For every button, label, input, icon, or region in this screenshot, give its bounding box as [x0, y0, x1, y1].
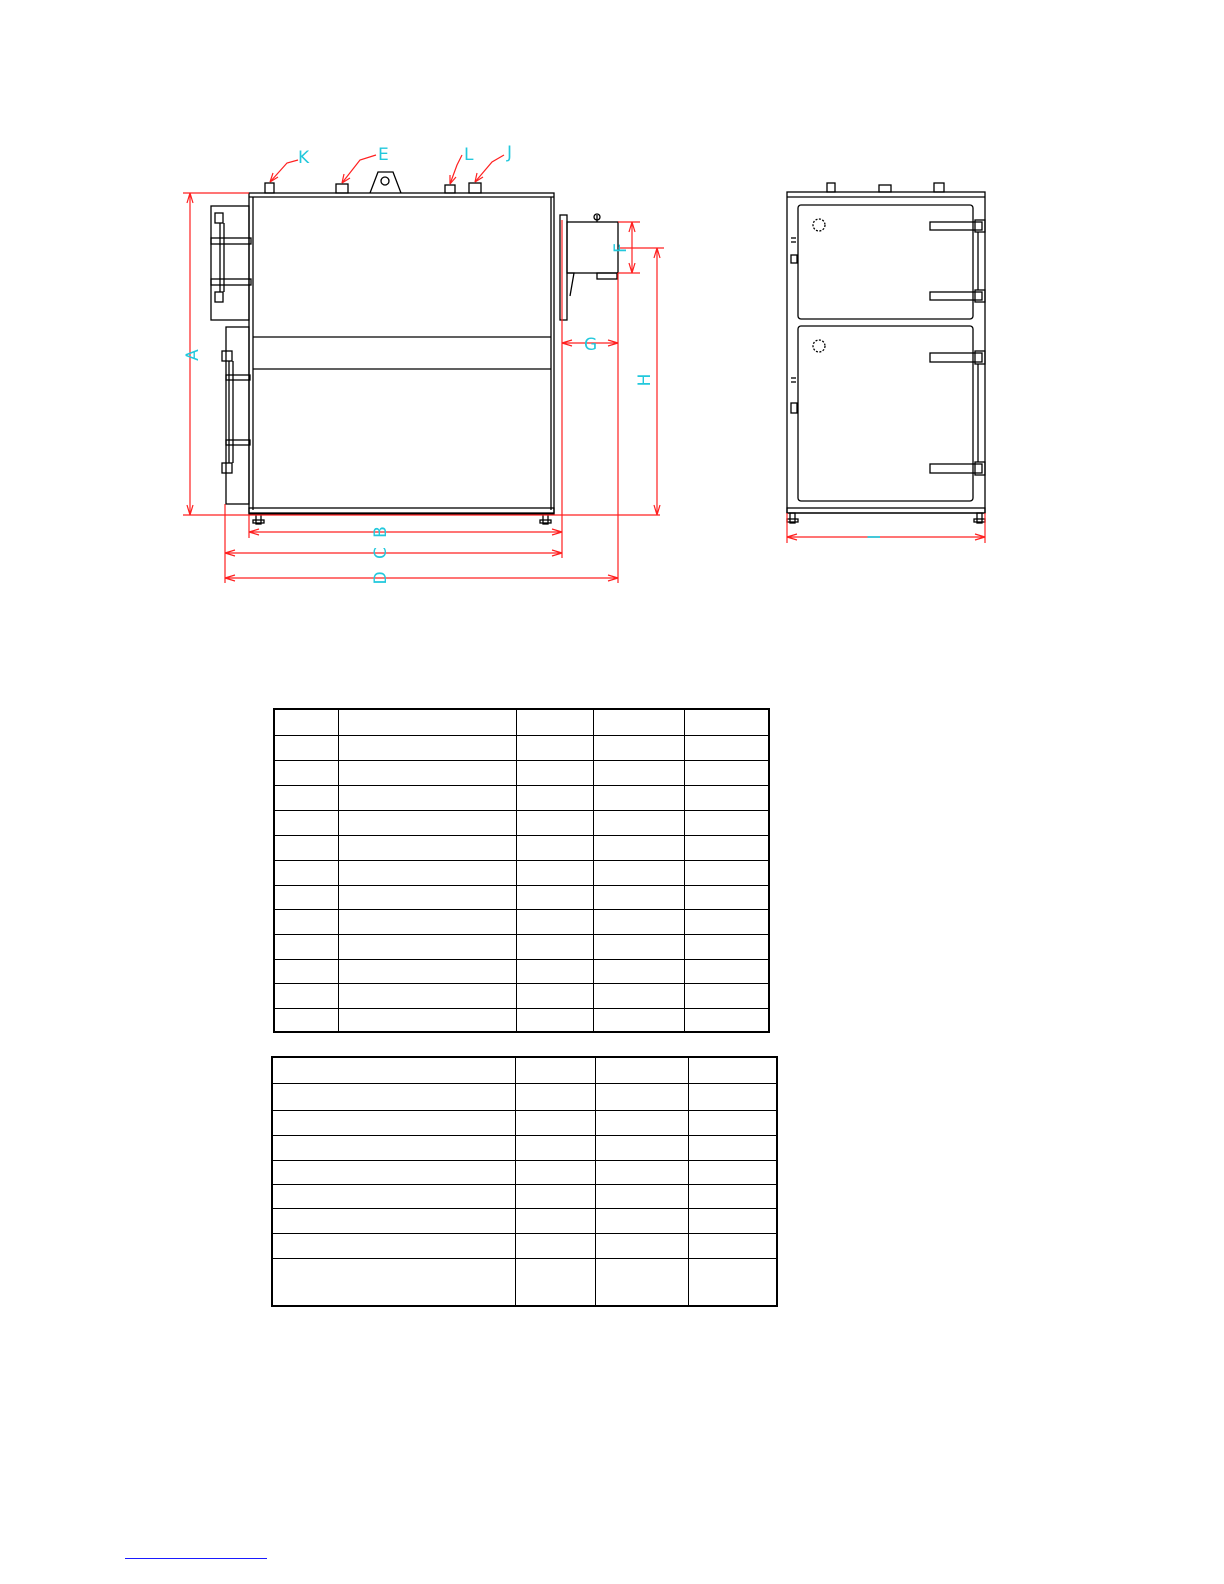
table-cell — [685, 934, 770, 959]
table-row — [274, 785, 769, 810]
side-view — [211, 172, 618, 524]
table-cell — [594, 1008, 685, 1032]
end-view-dimensions — [787, 513, 985, 543]
spec-table-1 — [273, 708, 770, 1033]
label-d: D — [371, 571, 391, 585]
table-cell — [339, 1008, 517, 1032]
table-cell — [272, 1208, 516, 1233]
table-cell — [272, 1110, 516, 1135]
lifting-lug — [370, 172, 401, 193]
table-cell — [517, 909, 594, 934]
table-cell — [685, 1008, 770, 1032]
table-row — [274, 909, 769, 934]
table-cell — [339, 983, 517, 1008]
table-cell — [594, 835, 685, 860]
table-row — [272, 1160, 777, 1184]
table-row — [274, 1008, 769, 1032]
table-cell — [272, 1160, 516, 1184]
nozzle-l — [445, 185, 455, 193]
table-cell — [274, 909, 339, 934]
label-b: B — [371, 526, 391, 538]
table-cell — [516, 1233, 596, 1258]
table-cell — [685, 810, 770, 835]
boiler-technical-drawing — [0, 0, 1224, 640]
table-cell — [685, 909, 770, 934]
table-cell — [272, 1233, 516, 1258]
table-cell — [596, 1057, 689, 1083]
table-cell — [517, 1008, 594, 1032]
table-cell — [274, 983, 339, 1008]
table-cell — [339, 760, 517, 785]
table-cell — [339, 934, 517, 959]
table-cell — [689, 1083, 778, 1110]
end-lower-panel — [798, 326, 973, 501]
table-cell — [517, 810, 594, 835]
table-cell — [517, 760, 594, 785]
table-cell — [596, 1208, 689, 1233]
table-cell — [339, 735, 517, 760]
table-cell — [516, 1208, 596, 1233]
table-cell — [685, 860, 770, 885]
table-row — [274, 934, 769, 959]
table-cell — [274, 810, 339, 835]
table-cell — [594, 885, 685, 909]
table-cell — [596, 1233, 689, 1258]
table-cell — [596, 1184, 689, 1208]
table-row — [274, 959, 769, 983]
table-cell — [594, 735, 685, 760]
table-row — [272, 1258, 777, 1306]
table-cell — [596, 1258, 689, 1306]
table-cell — [517, 785, 594, 810]
label-g: G — [584, 335, 598, 355]
table-cell — [272, 1083, 516, 1110]
table-row — [274, 760, 769, 785]
table-row — [272, 1184, 777, 1208]
table-cell — [594, 810, 685, 835]
table-cell — [516, 1083, 596, 1110]
table-row — [274, 983, 769, 1008]
table-row — [274, 735, 769, 760]
end-base — [787, 508, 985, 513]
table-cell — [274, 860, 339, 885]
table-cell — [689, 1184, 778, 1208]
boiler-body — [249, 193, 554, 513]
table-cell — [274, 885, 339, 909]
table-cell — [685, 835, 770, 860]
table-cell — [594, 983, 685, 1008]
table-cell — [689, 1110, 778, 1135]
table-cell — [594, 709, 685, 735]
table-cell — [685, 735, 770, 760]
table-cell — [274, 1008, 339, 1032]
table-cell — [594, 860, 685, 885]
side-view-labels — [183, 143, 655, 585]
table-cell — [685, 885, 770, 909]
table-row — [272, 1135, 777, 1160]
table-row — [274, 835, 769, 860]
table-cell — [274, 785, 339, 810]
table-cell — [339, 909, 517, 934]
table-cell — [517, 959, 594, 983]
table-cell — [272, 1258, 516, 1306]
table-cell — [594, 785, 685, 810]
table-cell — [517, 835, 594, 860]
table-cell — [596, 1083, 689, 1110]
table-cell — [274, 709, 339, 735]
table-cell — [274, 934, 339, 959]
label-a: A — [183, 349, 203, 361]
table-cell — [517, 934, 594, 959]
spec-table-2 — [271, 1056, 778, 1307]
end-view — [787, 183, 985, 523]
table-row — [274, 885, 769, 909]
nozzle-j — [469, 183, 481, 193]
table-cell — [516, 1110, 596, 1135]
label-h: H — [635, 373, 655, 387]
table-cell — [685, 760, 770, 785]
label-e: E — [378, 145, 389, 165]
table-cell — [339, 885, 517, 909]
table-cell — [685, 709, 770, 735]
table-cell — [516, 1160, 596, 1184]
label-j: J — [507, 143, 513, 163]
table-cell — [274, 959, 339, 983]
table-cell — [689, 1258, 778, 1306]
label-l: L — [464, 145, 474, 165]
table-cell — [272, 1184, 516, 1208]
table-cell — [339, 785, 517, 810]
table-cell — [274, 760, 339, 785]
table-cell — [517, 709, 594, 735]
table-cell — [516, 1135, 596, 1160]
nozzle-e — [336, 184, 348, 193]
label-f: F — [611, 243, 631, 253]
table-cell — [516, 1258, 596, 1306]
table-cell — [689, 1208, 778, 1233]
table-cell — [339, 835, 517, 860]
table-cell — [689, 1057, 778, 1083]
table-cell — [516, 1057, 596, 1083]
table-cell — [517, 735, 594, 760]
table-cell — [517, 860, 594, 885]
table-cell — [596, 1160, 689, 1184]
table-row — [272, 1057, 777, 1083]
table-cell — [594, 934, 685, 959]
table-row — [274, 860, 769, 885]
table-cell — [594, 909, 685, 934]
table-row — [272, 1208, 777, 1233]
label-i: I — [865, 534, 885, 540]
table-row — [272, 1083, 777, 1110]
table-cell — [339, 860, 517, 885]
nozzle-k — [265, 183, 274, 193]
table-cell — [596, 1135, 689, 1160]
table-cell — [272, 1135, 516, 1160]
table-cell — [272, 1057, 516, 1083]
table-cell — [516, 1184, 596, 1208]
table-row — [272, 1110, 777, 1135]
table-cell — [689, 1160, 778, 1184]
label-c: C — [371, 547, 391, 559]
label-k: K — [298, 148, 310, 168]
table-cell — [594, 959, 685, 983]
table-row — [274, 810, 769, 835]
table-row — [274, 709, 769, 735]
table-cell — [685, 785, 770, 810]
table-cell — [274, 835, 339, 860]
footer-link-underline — [125, 1558, 267, 1559]
table-cell — [689, 1233, 778, 1258]
table-cell — [685, 959, 770, 983]
table-cell — [274, 735, 339, 760]
table-row — [272, 1233, 777, 1258]
table-cell — [517, 885, 594, 909]
table-cell — [339, 810, 517, 835]
table-cell — [596, 1110, 689, 1135]
table-cell — [685, 983, 770, 1008]
table-cell — [517, 983, 594, 1008]
table-cell — [689, 1135, 778, 1160]
table-cell — [339, 709, 517, 735]
table-cell — [594, 760, 685, 785]
table-cell — [339, 959, 517, 983]
